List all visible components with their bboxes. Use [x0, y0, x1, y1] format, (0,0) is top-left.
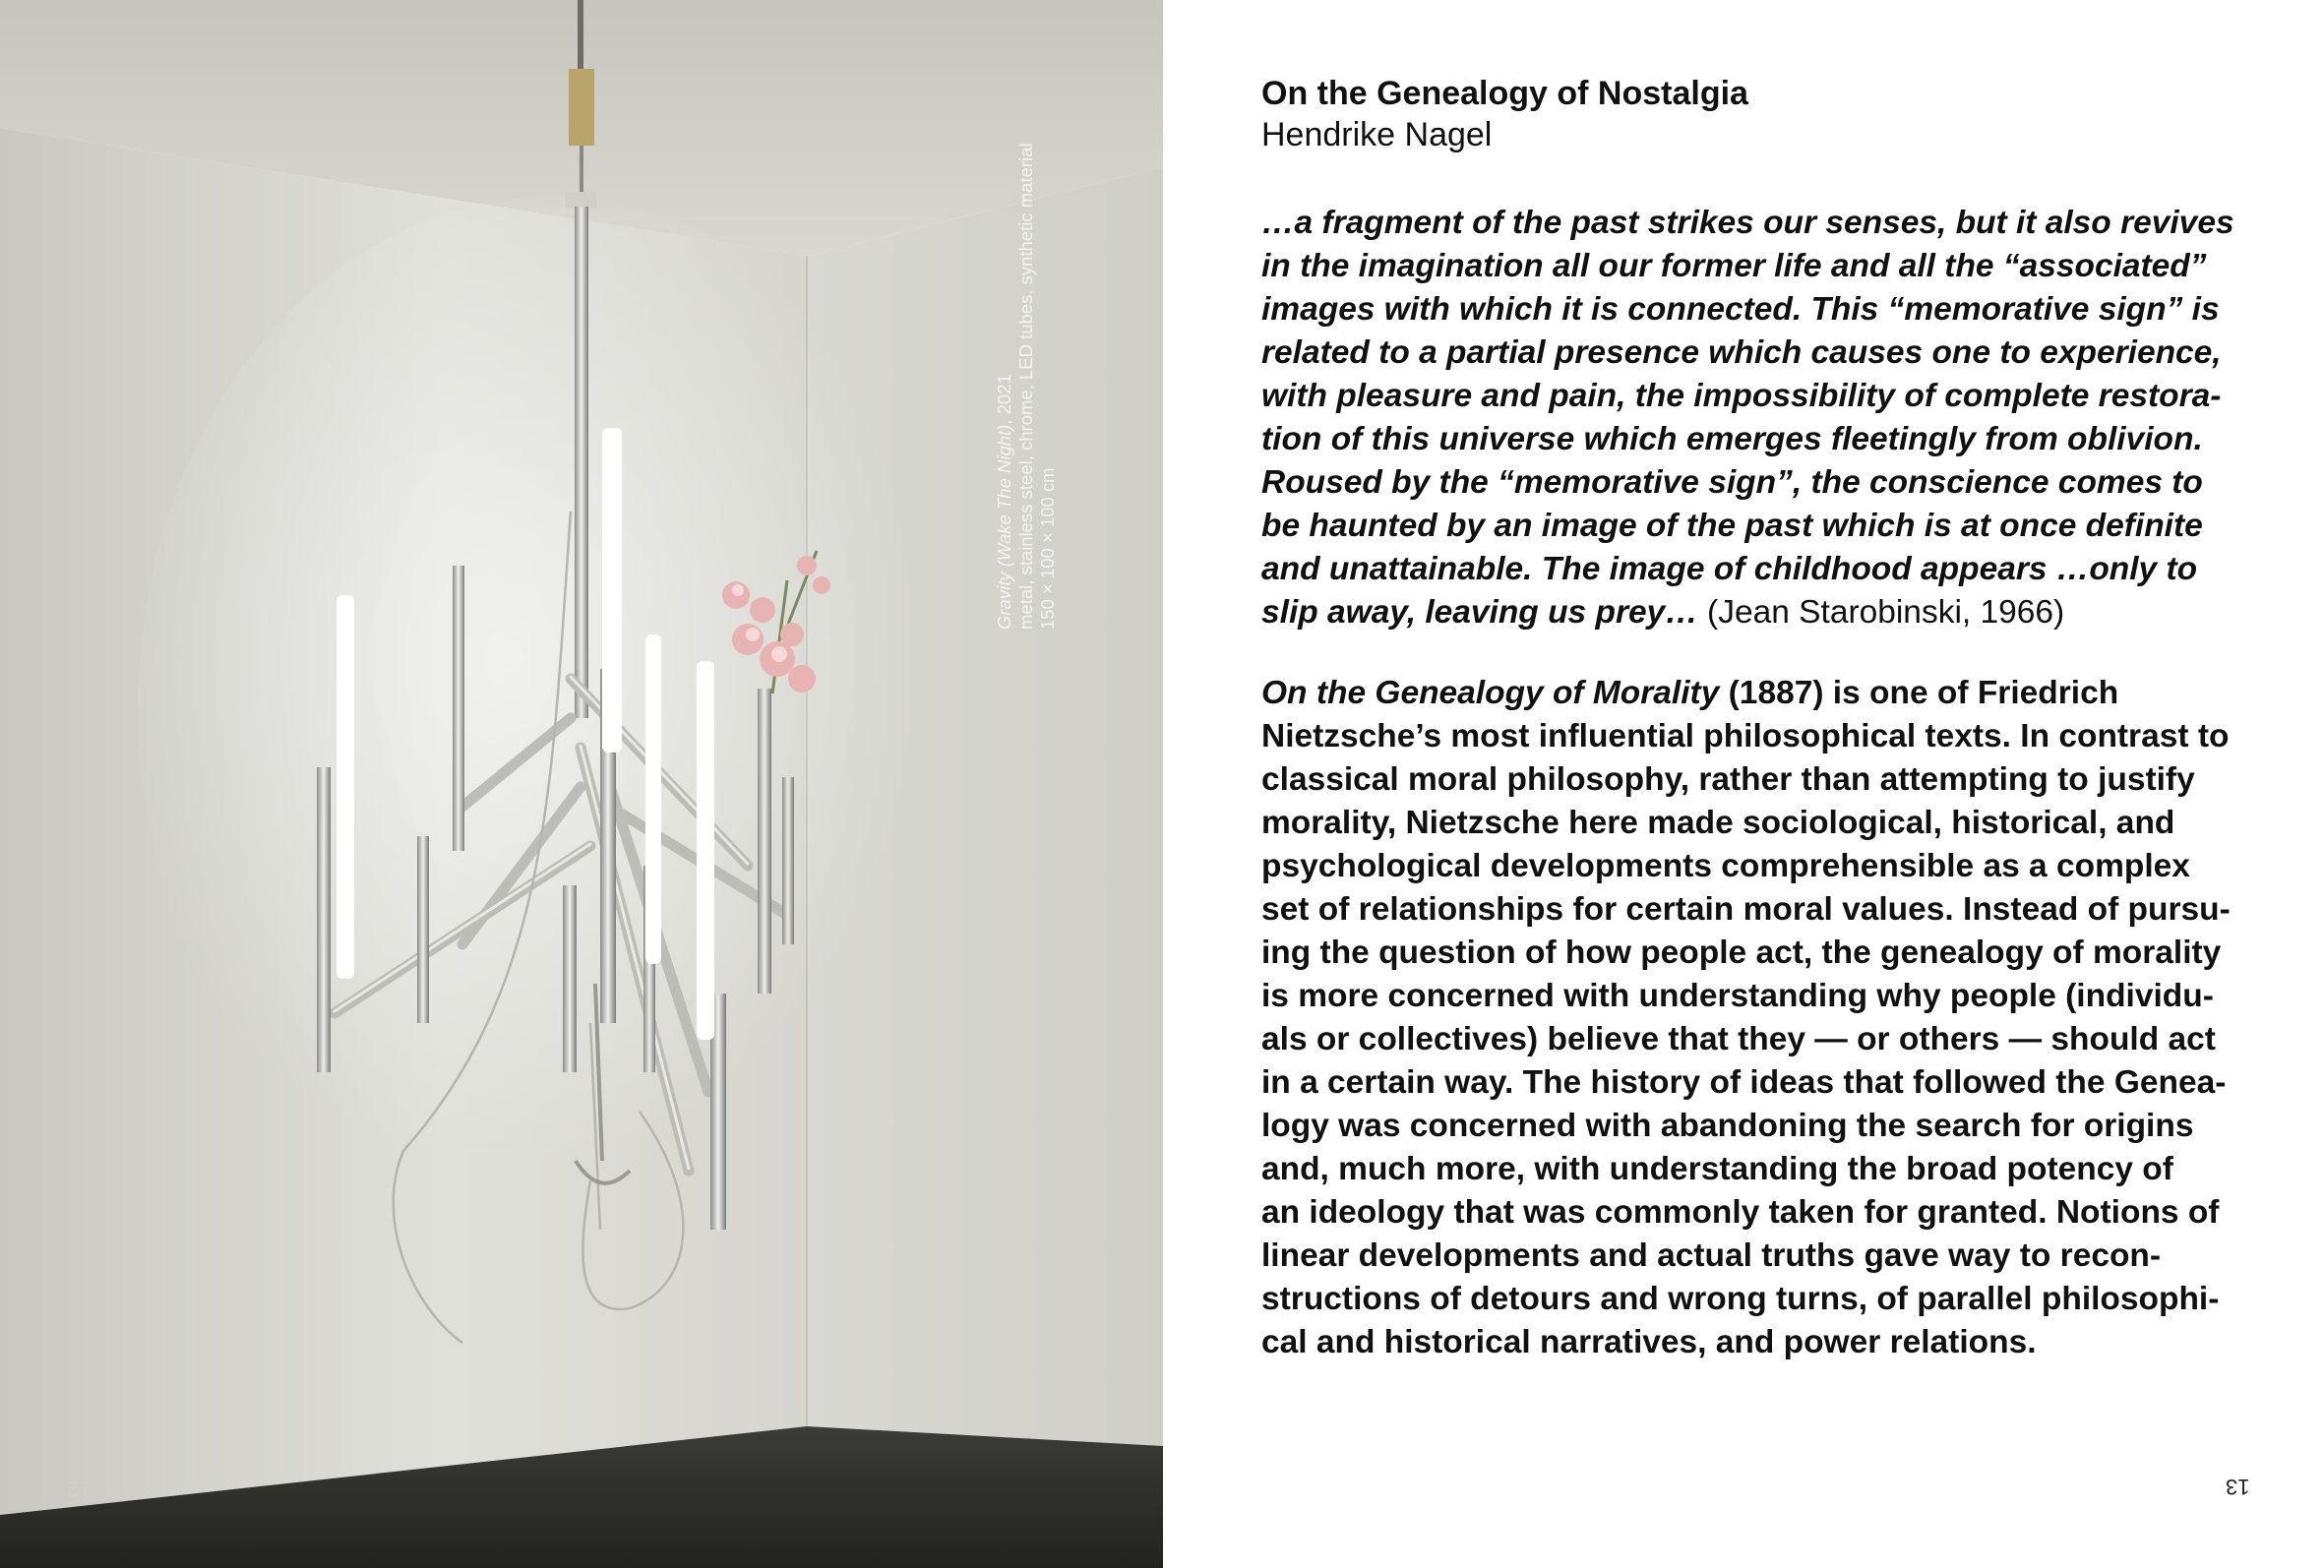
- body-line: is more concerned with understanding why people (individu-: [1261, 978, 2214, 1014]
- quote-line: and unattainable. The image of childhood appears …only to: [1261, 551, 2198, 587]
- body-line: Nietzsche’s most influential philosophical texts. In contrast to: [1261, 718, 2230, 754]
- page-number-right: 13: [2226, 1475, 2250, 1499]
- body-line: an ideology that was commonly taken for granted. Notions of: [1261, 1194, 2220, 1231]
- body-first-line: [1261, 672, 2265, 715]
- quote-citation: (Jean Starobinski, 1966): [1697, 594, 2065, 631]
- quote-line: be haunted by an image of the past which is at once definite: [1261, 508, 2203, 544]
- artwork-dimensions: 150 × 100 × 100 cm: [1037, 467, 1058, 630]
- body-line: cal and historical narratives, and power relations.: [1261, 1324, 2037, 1360]
- book-title: On the Genealogy of Morality: [1261, 675, 1720, 711]
- artwork-caption: [994, 79, 1058, 630]
- epigraph-quote: [1261, 202, 2265, 634]
- body-line: set of relationships for certain moral values. Instead of pursu-: [1261, 891, 2231, 928]
- body-line: linear developments and actual truths gave way to recon-: [1261, 1237, 2162, 1274]
- page-number-left: 12: [67, 1477, 92, 1501]
- body-paragraph: [1261, 672, 2265, 1364]
- artwork-materials: metal, stainless steel, chrome, LED tubes, synthetic material: [1015, 143, 1036, 630]
- body-line: structions of detours and wrong turns, of parallel philosophi-: [1261, 1281, 2220, 1317]
- quote-line: with pleasure and pain, the impossibility of complete restora-: [1261, 378, 2222, 414]
- quote-line: images with which it is connected. This “memorative sign” is: [1261, 291, 2220, 328]
- body-line: psychological developments comprehensible as a complex: [1261, 848, 2190, 884]
- artwork-year: , 2021: [994, 374, 1014, 425]
- body-line: (1887) is one of Friedrich: [1719, 675, 2119, 711]
- quote-line: in the imagination all our former life and all the “associated”: [1261, 248, 2207, 284]
- body-line: classical moral philosophy, rather than attempting to justify: [1261, 761, 2195, 798]
- quote-line: Roused by the “memorative sign”, the conscience comes to: [1261, 464, 2203, 501]
- quote-line: tion of this universe which emerges fleetingly from oblivion.: [1261, 421, 2203, 457]
- quote-last-line: [1261, 591, 2265, 634]
- body-line: in a certain way. The history of ideas that followed the Genea-: [1261, 1064, 2227, 1101]
- body-line: and, much more, with understanding the broad potency of: [1261, 1151, 2173, 1187]
- body-line: logy was concerned with abandoning the search for origins: [1261, 1108, 2194, 1144]
- essay-author: Hendrike Nagel: [1261, 116, 1493, 153]
- body-line: als or collectives) believe that they — or others — should act: [1261, 1021, 2216, 1057]
- text-page: [1163, 0, 2324, 1568]
- artwork-title: Gravity (Wake The Night): [994, 424, 1014, 630]
- body-line: morality, Nietzsche here made sociological, historical, and: [1261, 805, 2175, 841]
- body-line: ing the question of how people act, the genealogy of morality: [1261, 935, 2222, 971]
- quote-line: related to a partial presence which causes one to experience,: [1261, 334, 2222, 371]
- quote-line: …a fragment of the past strikes our senses, but it also revives: [1261, 205, 2234, 241]
- quote-line: slip away, leaving us prey…: [1261, 594, 1698, 631]
- essay-title: On the Genealogy of Nostalgia: [1261, 75, 1748, 112]
